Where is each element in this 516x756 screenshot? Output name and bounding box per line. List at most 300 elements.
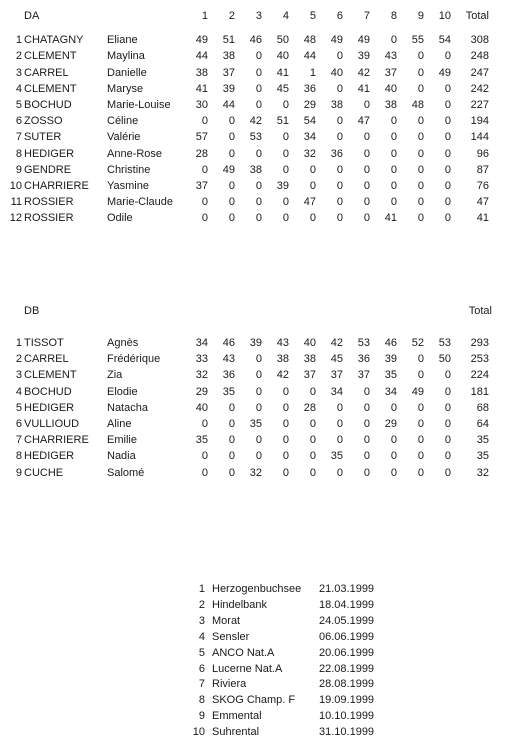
event-row xyxy=(183,662,399,678)
score-cell-6: 0 xyxy=(336,115,343,128)
da-col-4: 4 xyxy=(282,10,289,22)
total-cell: 68 xyxy=(476,401,489,414)
score-cell-6: 0 xyxy=(336,196,343,209)
first-name-cell: Aline xyxy=(107,418,132,431)
score-cell-9: 0 xyxy=(417,147,424,160)
score-cell-9: 0 xyxy=(417,401,424,414)
score-cell-3: 32 xyxy=(249,466,262,479)
score-cell-7: 42 xyxy=(357,66,370,79)
event-row xyxy=(183,725,399,741)
db-total-header: Total xyxy=(468,305,492,317)
score-cell-9: 0 xyxy=(417,418,424,431)
score-cell-3: 0 xyxy=(255,369,262,382)
da-results-table xyxy=(4,8,489,227)
last-name-cell: TISSOT xyxy=(24,337,64,349)
score-cell-4: 0 xyxy=(282,434,289,447)
event-row xyxy=(183,598,399,614)
score-cell-6: 0 xyxy=(336,131,343,144)
score-cell-3: 0 xyxy=(255,353,262,366)
last-name-cell: VULLIOUD xyxy=(24,418,80,431)
score-cell-5: 0 xyxy=(309,450,316,463)
score-cell-7: 0 xyxy=(363,212,370,225)
da-col-7: 7 xyxy=(363,10,370,22)
score-cell-8: 0 xyxy=(390,450,397,463)
da-col-8: 8 xyxy=(390,10,397,22)
event-date: 21.03.1999 xyxy=(319,583,375,595)
score-cell-8: 46 xyxy=(384,337,397,349)
total-cell: 308 xyxy=(470,34,489,47)
rank-cell: 5 xyxy=(15,99,22,112)
score-cell-7: 41 xyxy=(357,82,370,95)
score-cell-7: 36 xyxy=(357,353,370,366)
rank-cell: 8 xyxy=(15,147,22,160)
event-date: 24.05.1999 xyxy=(319,614,375,627)
score-cell-8: 41 xyxy=(384,212,397,225)
score-cell-5: 54 xyxy=(303,115,316,128)
score-cell-3: 0 xyxy=(255,99,262,112)
score-cell-2: 37 xyxy=(222,66,235,79)
first-name-cell: Christine xyxy=(107,163,151,176)
first-name-cell: Céline xyxy=(107,115,139,128)
event-date: 28.08.1999 xyxy=(319,678,375,691)
score-cell-3: 0 xyxy=(255,180,262,193)
rank-cell: 2 xyxy=(15,50,22,63)
score-cell-4: 51 xyxy=(276,115,289,128)
rank-cell: 7 xyxy=(15,434,22,447)
da-table-row xyxy=(4,146,489,162)
first-name-cell: Marie-Louise xyxy=(107,99,171,112)
score-cell-3: 0 xyxy=(255,66,262,79)
score-cell-2: 46 xyxy=(222,337,235,349)
event-place: ANCO Nat.A xyxy=(212,646,275,659)
score-cell-10: 0 xyxy=(444,418,451,431)
event-place: Lucerne Nat.A xyxy=(212,662,283,675)
event-date: 10.10.1999 xyxy=(319,710,375,723)
score-cell-2: 0 xyxy=(228,180,235,193)
score-cell-10: 0 xyxy=(444,50,451,63)
score-cell-6: 34 xyxy=(330,385,343,398)
score-cell-5: 37 xyxy=(303,369,316,382)
last-name-cell: BOCHUD xyxy=(24,385,72,398)
event-row xyxy=(183,646,399,662)
score-cell-3: 0 xyxy=(255,385,262,398)
last-name-cell: CLEMENT xyxy=(24,82,77,95)
score-cell-2: 51 xyxy=(222,34,235,47)
rank-cell: 6 xyxy=(15,115,22,128)
da-table-row xyxy=(4,162,489,178)
events-table xyxy=(183,582,399,741)
score-cell-8: 0 xyxy=(390,180,397,193)
last-name-cell: CUCHE xyxy=(24,466,64,479)
rank-cell: 1 xyxy=(15,34,22,47)
score-cell-1: 33 xyxy=(195,353,208,366)
rank-cell: 4 xyxy=(15,385,22,398)
score-cell-2: 0 xyxy=(228,147,235,160)
rank-cell: 3 xyxy=(15,369,22,382)
score-cell-2: 44 xyxy=(222,99,235,112)
rank-cell: 3 xyxy=(15,66,22,79)
score-cell-8: 0 xyxy=(390,434,397,447)
last-name-cell: HEDIGER xyxy=(24,147,75,160)
score-cell-5: 47 xyxy=(303,196,316,209)
score-cell-2: 0 xyxy=(228,401,235,414)
da-col-1: 1 xyxy=(201,10,208,22)
score-cell-5: 48 xyxy=(303,34,316,47)
score-cell-5: 0 xyxy=(309,466,316,479)
total-cell: 87 xyxy=(476,163,489,176)
score-cell-6: 0 xyxy=(336,82,343,95)
score-cell-9: 0 xyxy=(417,66,424,79)
score-cell-9: 0 xyxy=(417,212,424,225)
rank-cell: 11 xyxy=(10,196,22,209)
first-name-cell: Eliane xyxy=(107,34,138,47)
total-cell: 41 xyxy=(476,212,489,225)
score-cell-3: 0 xyxy=(255,50,262,63)
last-name-cell: CLEMENT xyxy=(24,50,77,63)
da-col-3: 3 xyxy=(255,10,262,22)
score-cell-5: 1 xyxy=(309,66,316,79)
score-cell-9: 49 xyxy=(411,385,424,398)
score-cell-10: 0 xyxy=(444,369,451,382)
score-cell-4: 40 xyxy=(276,50,289,63)
last-name-cell: CHATAGNY xyxy=(24,34,84,47)
score-cell-1: 32 xyxy=(195,369,208,382)
score-cell-10: 0 xyxy=(444,82,451,95)
da-table-row xyxy=(4,178,489,194)
score-cell-6: 0 xyxy=(336,434,343,447)
score-cell-8: 39 xyxy=(384,353,397,366)
score-cell-1: 44 xyxy=(195,50,208,63)
da-col-2: 2 xyxy=(228,10,235,22)
db-table-row xyxy=(4,400,489,416)
score-cell-3: 39 xyxy=(249,337,262,349)
score-cell-3: 53 xyxy=(249,131,262,144)
score-cell-10: 0 xyxy=(444,401,451,414)
score-cell-8: 38 xyxy=(384,99,397,112)
score-cell-9: 0 xyxy=(417,180,424,193)
score-cell-4: 45 xyxy=(276,82,289,95)
db-section-label: DB xyxy=(24,305,40,317)
score-cell-3: 0 xyxy=(255,212,262,225)
first-name-cell: Danielle xyxy=(107,66,147,79)
score-cell-7: 53 xyxy=(357,337,370,349)
event-row xyxy=(183,630,399,646)
score-cell-10: 0 xyxy=(444,196,451,209)
score-cell-1: 34 xyxy=(195,337,208,349)
score-cell-4: 0 xyxy=(282,385,289,398)
score-cell-1: 0 xyxy=(201,115,208,128)
da-table-row xyxy=(4,194,489,210)
total-cell: 247 xyxy=(470,66,489,79)
score-cell-2: 0 xyxy=(228,434,235,447)
total-cell: 253 xyxy=(470,353,489,366)
score-cell-4: 41 xyxy=(276,66,289,79)
score-cell-9: 0 xyxy=(417,466,424,479)
rank-cell: 6 xyxy=(15,418,22,431)
event-row xyxy=(183,677,399,693)
score-cell-10: 0 xyxy=(444,115,451,128)
score-cell-7: 0 xyxy=(363,418,370,431)
total-cell: 47 xyxy=(476,196,489,209)
score-cell-10: 0 xyxy=(444,131,451,144)
score-cell-1: 0 xyxy=(201,466,208,479)
last-name-cell: CLEMENT xyxy=(24,369,77,382)
last-name-cell: HEDIGER xyxy=(24,450,75,463)
score-cell-4: 0 xyxy=(282,131,289,144)
score-cell-3: 46 xyxy=(249,34,262,47)
event-row xyxy=(183,582,399,598)
score-cell-8: 35 xyxy=(384,369,397,382)
score-cell-6: 37 xyxy=(330,369,343,382)
last-name-cell: CARREL xyxy=(24,66,69,79)
score-cell-6: 0 xyxy=(336,50,343,63)
score-cell-4: 42 xyxy=(276,369,289,382)
total-cell: 144 xyxy=(470,131,489,144)
event-place: SKOG Champ. F xyxy=(212,694,296,707)
score-cell-5: 44 xyxy=(303,50,316,63)
rank-cell: 9 xyxy=(15,466,22,479)
last-name-cell: SUTER xyxy=(24,131,62,144)
score-cell-2: 35 xyxy=(222,385,235,398)
score-cell-4: 0 xyxy=(282,401,289,414)
score-cell-10: 0 xyxy=(444,147,451,160)
last-name-cell: HEDIGER xyxy=(24,401,75,414)
score-cell-6: 0 xyxy=(336,418,343,431)
rank-cell: 8 xyxy=(15,450,22,463)
score-cell-9: 0 xyxy=(417,163,424,176)
event-date: 06.06.1999 xyxy=(319,630,375,643)
total-cell: 35 xyxy=(476,450,489,463)
event-date: 20.06.1999 xyxy=(319,646,375,659)
score-cell-1: 0 xyxy=(201,212,208,225)
score-cell-9: 0 xyxy=(417,50,424,63)
score-cell-1: 30 xyxy=(195,99,208,112)
da-col-6: 6 xyxy=(336,10,343,22)
total-cell: 32 xyxy=(476,466,489,479)
score-cell-8: 0 xyxy=(390,147,397,160)
total-cell: 227 xyxy=(470,99,489,112)
last-name-cell: BOCHUD xyxy=(24,99,72,112)
rank-cell: 2 xyxy=(15,353,22,366)
score-cell-5: 0 xyxy=(309,212,316,225)
event-row xyxy=(183,693,399,709)
last-name-cell: ZOSSO xyxy=(24,115,63,128)
score-cell-7: 0 xyxy=(363,466,370,479)
score-cell-4: 38 xyxy=(276,353,289,366)
rank-cell: 9 xyxy=(15,163,22,176)
score-cell-5: 0 xyxy=(309,418,316,431)
total-cell: 248 xyxy=(470,50,489,63)
score-cell-8: 0 xyxy=(390,196,397,209)
score-cell-5: 29 xyxy=(303,99,316,112)
first-name-cell: Zia xyxy=(107,369,123,382)
score-cell-4: 0 xyxy=(282,466,289,479)
score-cell-8: 37 xyxy=(384,66,397,79)
score-cell-10: 0 xyxy=(444,434,451,447)
score-cell-1: 29 xyxy=(195,385,208,398)
first-name-cell: Odile xyxy=(107,212,133,225)
event-number: 3 xyxy=(198,614,205,627)
event-place: Emmental xyxy=(212,710,262,723)
event-date: 22.08.1999 xyxy=(319,662,375,675)
score-cell-5: 28 xyxy=(303,401,316,414)
event-row xyxy=(183,709,399,725)
score-cell-10: 0 xyxy=(444,385,451,398)
score-cell-5: 0 xyxy=(309,163,316,176)
score-cell-8: 29 xyxy=(384,418,397,431)
da-header-row xyxy=(4,8,489,24)
first-name-cell: Anne-Rose xyxy=(107,147,163,160)
score-cell-4: 39 xyxy=(276,180,289,193)
db-table-row xyxy=(4,384,489,400)
score-cell-4: 0 xyxy=(282,99,289,112)
da-table-row xyxy=(4,65,489,81)
event-number: 2 xyxy=(198,598,205,611)
event-date: 18.04.1999 xyxy=(319,598,375,611)
score-cell-7: 0 xyxy=(363,196,370,209)
event-number: 5 xyxy=(198,646,205,659)
score-cell-10: 49 xyxy=(438,66,451,79)
score-cell-8: 0 xyxy=(390,466,397,479)
score-cell-10: 0 xyxy=(444,99,451,112)
db-table-row xyxy=(4,367,489,383)
score-cell-8: 34 xyxy=(384,385,397,398)
event-place: Hindelbank xyxy=(212,598,268,611)
event-number: 7 xyxy=(198,678,205,691)
score-cell-5: 0 xyxy=(309,434,316,447)
score-cell-3: 0 xyxy=(255,401,262,414)
score-cell-6: 0 xyxy=(336,163,343,176)
score-cell-5: 0 xyxy=(309,385,316,398)
event-place: Riviera xyxy=(212,678,247,691)
db-results-table xyxy=(4,335,489,481)
score-cell-6: 36 xyxy=(330,147,343,160)
score-cell-1: 0 xyxy=(201,163,208,176)
score-cell-4: 0 xyxy=(282,418,289,431)
score-cell-1: 57 xyxy=(195,131,208,144)
score-cell-2: 38 xyxy=(222,50,235,63)
score-cell-9: 0 xyxy=(417,434,424,447)
score-cell-10: 0 xyxy=(444,450,451,463)
score-cell-6: 0 xyxy=(336,212,343,225)
score-cell-2: 0 xyxy=(228,131,235,144)
total-cell: 293 xyxy=(470,337,489,349)
total-cell: 194 xyxy=(470,115,489,128)
score-cell-7: 39 xyxy=(357,50,370,63)
da-table-row xyxy=(4,113,489,129)
score-cell-7: 0 xyxy=(363,434,370,447)
score-cell-9: 0 xyxy=(417,131,424,144)
total-cell: 35 xyxy=(476,434,489,447)
db-table-row xyxy=(4,335,489,351)
score-cell-10: 54 xyxy=(438,34,451,47)
score-cell-3: 0 xyxy=(255,147,262,160)
score-cell-1: 49 xyxy=(195,34,208,47)
da-table-row xyxy=(4,97,489,113)
score-cell-7: 47 xyxy=(357,115,370,128)
event-place: Suhrental xyxy=(212,726,260,739)
da-section-label: DA xyxy=(24,10,40,22)
score-cell-9: 0 xyxy=(417,196,424,209)
score-cell-1: 40 xyxy=(195,401,208,414)
event-number: 6 xyxy=(198,662,205,675)
first-name-cell: Yasmine xyxy=(107,180,149,193)
last-name-cell: CHARRIERE xyxy=(24,434,89,447)
da-table-row xyxy=(4,32,489,48)
score-cell-6: 40 xyxy=(330,66,343,79)
score-cell-7: 0 xyxy=(363,180,370,193)
score-cell-4: 0 xyxy=(282,212,289,225)
score-cell-3: 0 xyxy=(255,82,262,95)
score-cell-2: 49 xyxy=(222,163,235,176)
score-cell-5: 36 xyxy=(303,82,316,95)
score-cell-6: 0 xyxy=(336,401,343,414)
score-cell-1: 0 xyxy=(201,450,208,463)
rank-cell: 7 xyxy=(15,131,22,144)
score-cell-2: 0 xyxy=(228,418,235,431)
score-cell-1: 0 xyxy=(201,418,208,431)
event-number: 1 xyxy=(198,583,205,595)
score-cell-2: 43 xyxy=(222,353,235,366)
db-table-row xyxy=(4,351,489,367)
score-cell-10: 0 xyxy=(444,466,451,479)
score-cell-3: 0 xyxy=(255,434,262,447)
event-row xyxy=(183,614,399,630)
score-cell-9: 48 xyxy=(411,99,424,112)
score-cell-9: 0 xyxy=(417,115,424,128)
score-cell-7: 0 xyxy=(363,401,370,414)
score-cell-6: 0 xyxy=(336,466,343,479)
first-name-cell: Frédérique xyxy=(107,353,161,366)
score-cell-7: 37 xyxy=(357,369,370,382)
rank-cell: 5 xyxy=(15,401,22,414)
score-cell-1: 37 xyxy=(195,180,208,193)
score-cell-6: 49 xyxy=(330,34,343,47)
event-place: Morat xyxy=(212,614,241,627)
last-name-cell: GENDRE xyxy=(24,163,72,176)
score-cell-7: 0 xyxy=(363,147,370,160)
score-cell-7: 0 xyxy=(363,450,370,463)
score-cell-5: 0 xyxy=(309,180,316,193)
rank-cell: 4 xyxy=(15,82,22,95)
da-col-10: 10 xyxy=(438,10,451,22)
score-cell-3: 0 xyxy=(255,450,262,463)
last-name-cell: ROSSIER xyxy=(24,196,74,209)
score-cell-7: 0 xyxy=(363,385,370,398)
first-name-cell: Salomé xyxy=(107,466,145,479)
total-cell: 181 xyxy=(470,385,489,398)
score-cell-9: 0 xyxy=(417,369,424,382)
last-name-cell: CHARRIERE xyxy=(24,180,89,193)
score-cell-8: 40 xyxy=(384,82,397,95)
score-cell-10: 0 xyxy=(444,180,451,193)
total-cell: 76 xyxy=(476,180,489,193)
score-cell-6: 35 xyxy=(330,450,343,463)
score-cell-6: 45 xyxy=(330,353,343,366)
event-date: 19.09.1999 xyxy=(319,694,375,707)
score-cell-7: 0 xyxy=(363,131,370,144)
score-cell-1: 0 xyxy=(201,196,208,209)
score-cell-8: 0 xyxy=(390,131,397,144)
score-cell-4: 43 xyxy=(276,337,289,349)
score-cell-1: 28 xyxy=(195,147,208,160)
score-cell-8: 0 xyxy=(390,115,397,128)
total-cell: 64 xyxy=(476,418,489,431)
score-cell-7: 0 xyxy=(363,99,370,112)
total-cell: 96 xyxy=(476,147,489,160)
event-number: 4 xyxy=(198,630,205,643)
score-cell-10: 53 xyxy=(438,337,451,349)
